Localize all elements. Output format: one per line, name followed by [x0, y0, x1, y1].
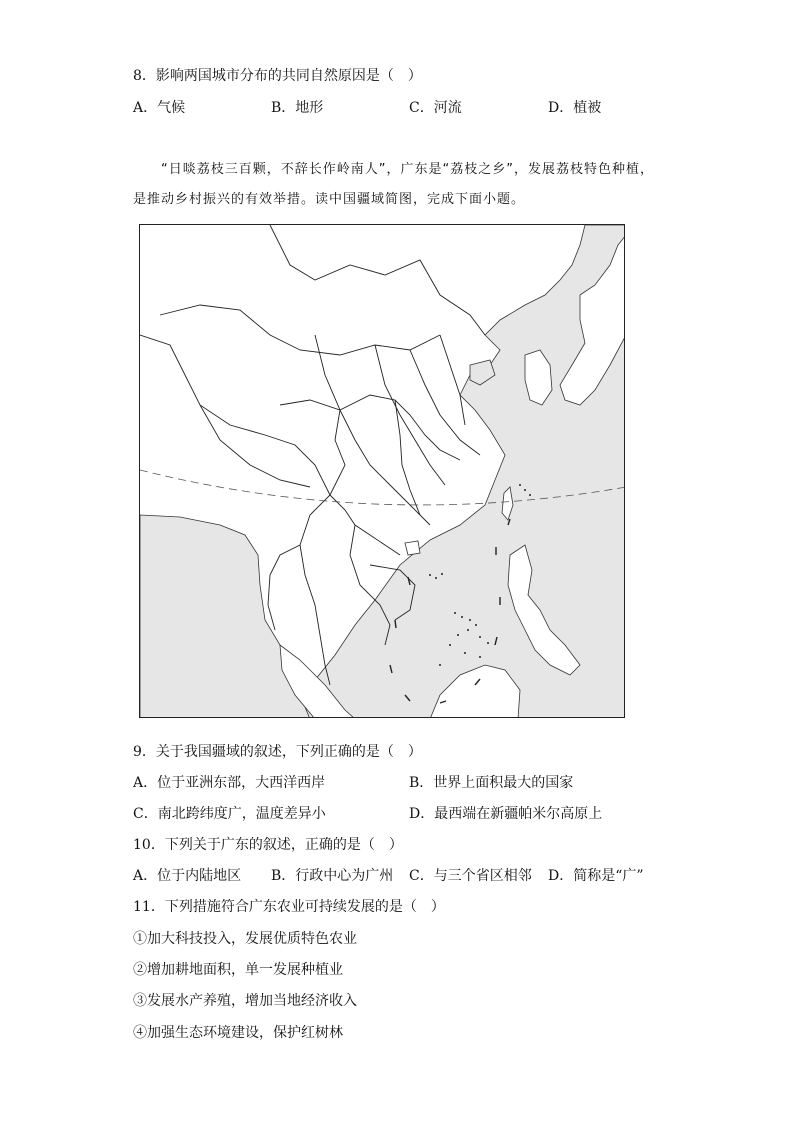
- china-territory-map: [139, 224, 625, 718]
- q10-stem: 10．下列关于广东的叙述，正确的是（ ）: [133, 837, 403, 853]
- q9-option-c: C．南北跨纬度广，温度差异小: [133, 806, 326, 822]
- q10-option-b: B．行政中心为广州: [271, 868, 394, 884]
- q9-option-a: A．位于亚洲东部，大西洋西岸: [133, 775, 326, 791]
- q8-option-d: D．植被: [548, 100, 602, 116]
- q8-stem: 8．影响两国城市分布的共同自然原因是（ ）: [133, 68, 422, 84]
- q9-stem: 9．关于我国疆域的叙述，下列正确的是（ ）: [133, 744, 422, 760]
- map-svg: [140, 225, 625, 718]
- q8-option-c: C．河流: [409, 100, 462, 116]
- q11-stem: 11．下列措施符合广东农业可持续发展的是（ ）: [133, 899, 445, 915]
- passage-line-1: “日啖荔枝三百颗，不辞长作岭南人”，广东是“荔枝之乡”，发展荔枝特色种植，: [161, 162, 654, 177]
- q10-option-c: C．与三个省区相邻: [409, 868, 532, 884]
- q8-option-a: A．气候: [133, 100, 186, 116]
- q9-option-b: B．世界上面积最大的国家: [409, 775, 574, 791]
- q10-option-d: D．简称是“广”: [548, 868, 644, 884]
- q11-item-2: ②增加耕地面积，单一发展种植业: [133, 962, 343, 978]
- q9-option-d: D．最西端在新疆帕米尔高原上: [409, 806, 603, 822]
- q10-option-a: A．位于内陆地区: [133, 868, 242, 884]
- q8-option-b: B．地形: [271, 100, 324, 116]
- hainan: [405, 541, 420, 555]
- q11-item-1: ①加大科技投入，发展优质特色农业: [133, 931, 357, 947]
- q11-item-4: ④加强生态环境建设，保护红树林: [133, 1025, 343, 1041]
- q11-item-3: ③发展水产养殖，增加当地经济收入: [133, 993, 357, 1009]
- passage-line-2: 是推动乡村振兴的有效举措。读中国疆域简图，完成下面小题。: [133, 192, 526, 207]
